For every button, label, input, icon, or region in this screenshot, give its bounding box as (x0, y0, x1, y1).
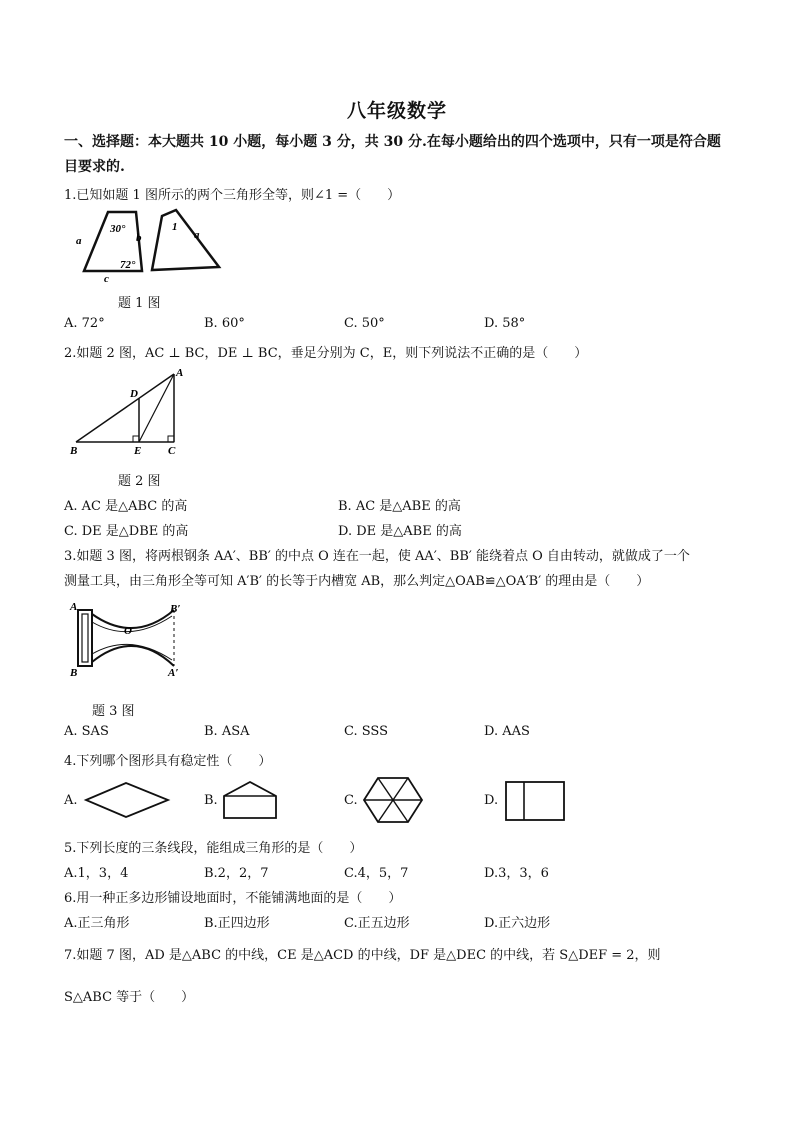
question-2-option-b: B. AC 是△ABE 的高 (338, 499, 461, 514)
rhombus-shape (84, 781, 174, 821)
fig2-label-a: A (176, 367, 184, 379)
question-1-option-b: B. 60° (204, 316, 245, 331)
question-1-stem: 1.已知如题 1 图所示的两个三角形全等，则∠1 =（ ） (64, 188, 401, 203)
question-6-option-a: A.正三角形 (64, 916, 130, 931)
fig3-label-b: B (70, 667, 78, 679)
fig1-label-a-left: a (76, 235, 82, 247)
question-4-option-a: A. (64, 793, 78, 808)
fig1-label-b: b (136, 232, 142, 244)
question-2-option-a: A. AC 是△ABC 的高 (64, 499, 188, 514)
question-3-stem-line2: 测量工具，由三角形全等可知 A′B′ 的长等于内槽宽 AB，那么判定△OAB≌△OA′B′ 的理由是（ ） (64, 574, 650, 589)
fig3-label-a-prime: A′ (168, 667, 179, 679)
fig1-label-1: 1 (172, 221, 178, 233)
question-6-option-b: B.正四边形 (204, 916, 270, 931)
question-3-option-c: C. SSS (344, 724, 389, 739)
pentagon-house-shape (220, 778, 290, 822)
question-3-option-b: B. ASA (204, 724, 250, 739)
fig1-label-30deg: 30° (110, 223, 126, 235)
question-5-option-a: A.1，3，4 (64, 866, 129, 881)
question-3-option-a: A. SAS (64, 724, 109, 739)
question-5-option-d: D.3，3，6 (484, 866, 549, 881)
fig3-label-a: A (70, 601, 78, 613)
question-4-option-b: B. (204, 793, 218, 808)
question-5-option-b: B.2，2，7 (204, 866, 269, 881)
question-5-stem: 5.下列长度的三条线段，能组成三角形的是（ ） (64, 841, 363, 856)
fig2-label-e: E (134, 445, 142, 457)
question-4-stem: 4.下列哪个图形具有稳定性（ ） (64, 754, 272, 769)
page-title: 八年级数学 (346, 100, 447, 122)
question-1-option-d: D. 58° (484, 316, 526, 331)
question-7-stem-line2: S△ABC 等于（ ） (64, 990, 195, 1005)
question-6-option-c: C.正五边形 (344, 916, 410, 931)
question-3-caption: 题 3 图 (92, 704, 135, 719)
question-1-figure (64, 204, 234, 285)
fig2-label-d: D (130, 388, 138, 400)
question-3-figure (64, 600, 194, 685)
question-6-option-d: D.正六边形 (484, 916, 551, 931)
fig3-label-b-prime: B′ (170, 603, 181, 615)
fig3-label-o: O (124, 625, 132, 637)
fig2-label-b: B (70, 445, 78, 457)
fig1-label-a-right: a (194, 229, 200, 241)
question-1-option-c: C. 50° (344, 316, 385, 331)
question-7-stem: 7.如题 7 图，AD 是△ABC 的中线，CE 是△ACD 的中线，DF 是△DEC 的中线，若 S△DEF = 2，则 (64, 948, 661, 963)
question-2-option-d: D. DE 是△ABE 的高 (338, 524, 462, 539)
question-3-stem-line1: 3.如题 3 图，将两根钢条 AA′、BB′ 的中点 O 连在一起，使 AA′、BB′ 能绕着点 O 自由转动，就做成了一个 (64, 549, 690, 564)
divided-rectangle-shape (504, 780, 568, 822)
question-2-option-c: C. DE 是△DBE 的高 (64, 524, 189, 539)
question-2-caption: 题 2 图 (118, 474, 161, 489)
question-5-option-c: C.4，5，7 (344, 866, 409, 881)
question-2-stem: 2.如题 2 图，AC ⊥ BC，DE ⊥ BC，垂足分别为 C，E，则下列说法不正确的是（ ） (64, 346, 588, 361)
section-heading: 一、选择题：本大题共 10 小题，每小题 3 分，共 30 分.在每小题给出的四个选项中，只有一项是符合题目要求的. (64, 134, 721, 175)
question-1-option-a: A. 72° (64, 316, 105, 331)
question-4-option-d: D. (484, 793, 499, 808)
fig1-label-72deg: 72° (120, 259, 136, 271)
triangle-right (152, 210, 219, 270)
question-6-stem: 6.用一种正多边形铺设地面时，不能铺满地面的是（ ） (64, 891, 402, 906)
hexagon-triangulated-shape (362, 776, 426, 826)
question-3-option-d: D. AAS (484, 724, 530, 739)
question-1-caption: 题 1 图 (118, 296, 161, 311)
fig1-label-c: c (104, 273, 109, 285)
fig2-label-c: C (168, 445, 176, 457)
question-4-option-c: C. (344, 793, 358, 808)
question-2-figure (64, 366, 194, 462)
